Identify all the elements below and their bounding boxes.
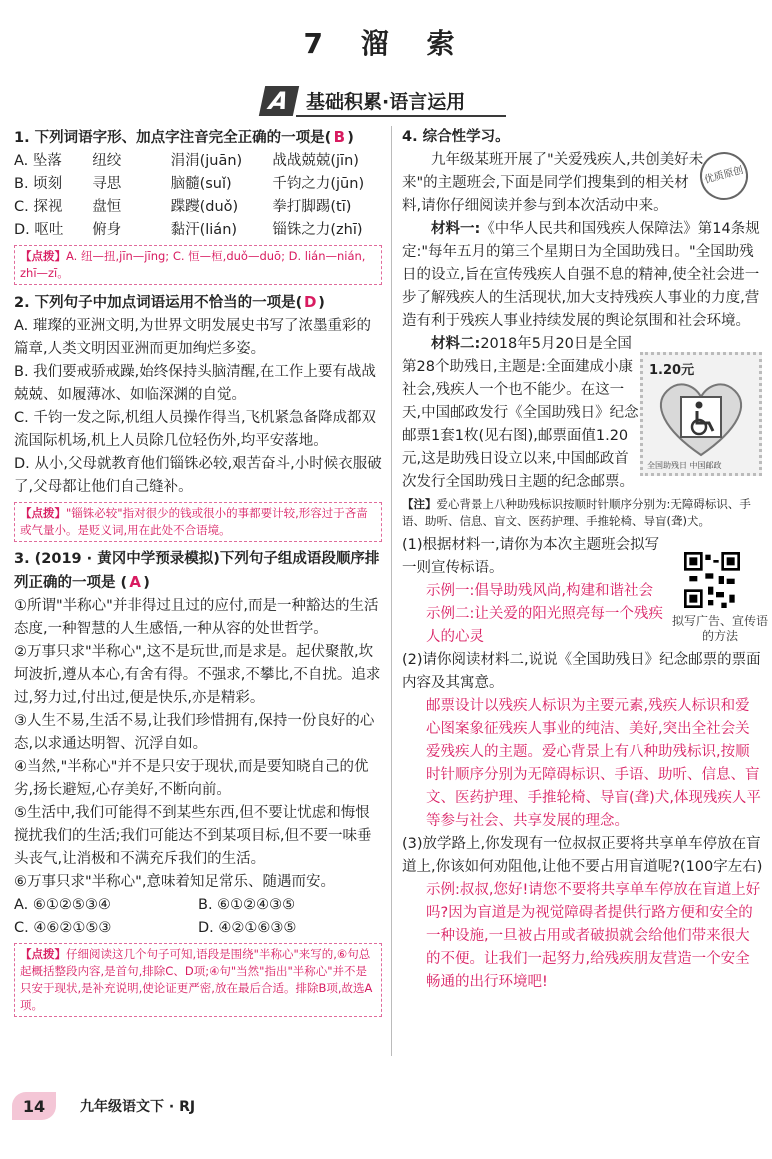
q1-opt: 战战兢兢(jīn) [272, 153, 359, 169]
sub2-answer: 邮票设计以残疾人标识为主要元素,残疾人标识和爱心图案象征残疾人事业的纯洁、美好,突出全社会关爱残疾人的主题。爱心背景上有八种助残标识,按顺时针顺序分别为无障碍标识、手语、助听、信息、盲文、医药护理、手推轮椅、导盲(聋)犬,体现残疾人平等参与社会、共享发展的理念。 [426, 698, 761, 829]
q3-note [14, 943, 382, 1017]
q1-opt: 寻思 [92, 176, 122, 192]
q2-option: D. 从小,父母就教育他们锱铢必较,艰苦奋斗,小时候衣服破了,父母都让他们自己缝补。 [14, 456, 382, 495]
note-tag: 【注】 [402, 497, 437, 511]
q1-answer: B [333, 128, 345, 146]
sub1-question: (1)根据材料一,请你为本次主题班会拟写一则宣传标语。 [402, 537, 660, 576]
q3-item: ⑥万事只求"半称心",意味着知足常乐、随遇而安。 [14, 874, 335, 890]
q1-opt: 纽绞 [92, 153, 122, 169]
q3-opt: D. ④②①⑥③⑤ [198, 920, 297, 936]
q4-intro: 九年级某班开展了"关爱残疾人,共创美好未来"的主题班会,下面是同学们搜集到的相关材料,请你仔细阅读并参与到本次活动中来。 [402, 152, 704, 214]
stamp-caption: 全国助残日 中国邮政 [647, 461, 722, 470]
q3-opt: C. ④⑥②①⑤③ [14, 920, 112, 936]
q1-opt: 黏汗(lián) [170, 222, 238, 238]
sub1-answer: 示例一:倡导助残风尚,构建和谐社会 示例二:让关爱的阳光照亮每一个残疾人的心灵 [426, 583, 663, 645]
material-2-title: 材料二: [431, 336, 481, 352]
page-footer [12, 1092, 195, 1120]
q3-opt: A. ⑥①②⑤③④ [14, 897, 111, 913]
note-tag: 【点拨】 [20, 506, 66, 520]
q1-opt: B. 顷刻 [14, 176, 63, 192]
q3-item: ②万事只求"半称心",这不是玩世,而是求是。起伏聚散,坎坷波折,遵从本心,有舍有得。不强求,不攀比,不自扰。追求过,努力过,付出过,便是快乐,亦是精彩。 [14, 644, 381, 706]
q1-opt: 锱铢之力(zhī) [272, 222, 363, 238]
section-label: 基础积累·语言运用 [296, 85, 506, 117]
note-text: 爱心背景上八种助残标识按顺时针顺序分别为:无障碍标识、手语、助听、信息、盲文、医药护理、手推轮椅、导盲(聋)犬。 [402, 497, 751, 528]
q1-close: ) [347, 130, 354, 146]
section-letter: A [259, 86, 299, 116]
q3-item: ③人生不易,生活不易,让我们珍惜拥有,保持一份良好的心态,以求通达明智、沉浮自如。 [14, 713, 375, 752]
q1-opt: D. 呕吐 [14, 222, 64, 238]
q4-stem: 4. 综合性学习。 [402, 129, 510, 145]
q1-opt: C. 探视 [14, 199, 63, 215]
question-2 [14, 291, 382, 542]
q3-answer: A [129, 573, 141, 591]
q1-opt: 脑髓(suǐ) [170, 176, 232, 192]
material-1-title: 材料一: [431, 221, 481, 237]
q3-item: ①所谓"半称心"并非得过且过的应付,而是一种豁达的生活态度,一种智慧的人生感悟,一种从容的处世哲学。 [14, 598, 379, 637]
q3-stem: 3. (2019 · 黄冈中学预录模拟)下列句子组成语段顺序排列正确的一项是 [14, 551, 380, 591]
note-tag: 【点拨】 [20, 947, 66, 961]
q3-options [14, 894, 382, 940]
stamp-image [640, 352, 762, 476]
q3-item: ④当然,"半称心"并不是只安于现状,而是要知晓自己的优劣,扬长避短,心存美好,不断向前。 [14, 759, 369, 798]
note-text: "锱铢必较"指对很少的钱或很小的事都要计较,形容过于吝啬或气量小。是贬义词,用在此处不合语境。 [20, 506, 368, 537]
q1-opt: 千钧之力(jūn) [272, 176, 365, 192]
material-1-text: 《中华人民共和国残疾人保障法》第14条规定:"每年五月的第三个星期日为全国助残日。"全国助残日的设立,旨在宣传残疾人自强不息的精神,使全社会进一步了解残疾人的生活现状,加大支持残疾人事业的力度,营造有利于残疾人事业持续发展的舆论氛围和社会环境。 [402, 221, 760, 329]
original-badge: 优质原创 [695, 147, 754, 206]
q1-stem: 1. 下列词语字形、加点字注音完全正确的一项是( [14, 130, 332, 146]
sub2-question: (2)请你阅读材料二,说说《全国助残日》纪念邮票的票面内容及其寓意。 [402, 652, 761, 691]
book-title: 九年级语文下 · RJ [80, 1099, 196, 1115]
stamp-value: 1.20元 [649, 363, 695, 378]
sub3-question: (3)放学路上,你发现有一位叔叔正要将共享单车停放在盲道上,你该如何劝阻他,让他不要占用盲道呢?(100字左右) [402, 836, 763, 875]
q3-opt: B. ⑥①②④③⑤ [198, 897, 296, 913]
material-2-text: 2018年5月20日是全国第28个助残日,主题是:全面建成小康社会,残疾人一个也不能少。在这一天,中国邮政发行《全国助残日》纪念邮票1套1枚(见右图),邮票面值1.20元,这是助残日设立以来,中国邮政首次发行全国助残日主题的纪念邮票。 [402, 336, 639, 490]
note-tag: 【点拨】 [20, 249, 66, 263]
q2-answer: D [304, 293, 317, 311]
left-column [14, 126, 382, 1023]
column-divider [391, 126, 392, 1056]
q2-note [14, 502, 382, 542]
q2-option: C. 千钧一发之际,机组人员操作得当,飞机紧急备降成都双流国际机场,机上人员除几位轻伤外,均平安落地。 [14, 410, 377, 449]
sub3-answer: 示例:叔叔,您好!请您不要将共享单车停放在盲道上好吗?因为盲道是为视觉障碍者提供行路方便和安全的一种设施,一旦被占用或者破损就会给他们带来很大的不便。让我们一起努力,给残疾朋友营造一个安全畅通的出行环境吧! [426, 882, 761, 990]
q1-opt: 涓涓(juān) [170, 153, 243, 169]
q2-stem: 2. 下列句子中加点词语运用不恰当的一项是( [14, 295, 303, 311]
q2-close: ) [318, 295, 325, 311]
q1-opt: 俯身 [92, 222, 122, 238]
q1-opt: 拳打脚踢(tī) [272, 199, 352, 215]
material-1 [402, 218, 764, 333]
q1-note [14, 245, 382, 285]
note-text: A. 纽—扭,jīn—jīng; C. 恒—桓,duǒ—duō; D. lián—nián, zhī—zī。 [20, 249, 366, 280]
q2-option: B. 我们要戒骄戒躁,始终保持头脑清醒,在工作上要有战战兢兢、如履薄冰、如临深渊的自觉。 [14, 364, 376, 403]
note-text: 仔细阅读这几个句子可知,语段是围绕"半称心"来写的,⑥句总起概括整段内容,是首句,排除C、D项;④句"当然"指出"半称心"并不是只安于现状,是补充说明,使论证更严密,放在最后合适。排除B项,故选A项。 [20, 947, 373, 1012]
q1-options [14, 150, 382, 242]
material-note [402, 494, 764, 534]
lesson-title: 7 溜 索 [303, 27, 469, 60]
q1-opt: 盘恒 [92, 199, 122, 215]
question-3: 3. (2019 · 黄冈中学预录模拟)下列句子组成语段顺序排列正确的一项是 ( A ) ①所谓"半称心"并非得过且过的应付,而是一种豁达的生活态度,一种智慧的人生感悟,一种从容的处世哲学。 ②万事只求"半称心",这不是玩世,而是求是。起伏聚散,坎坷波折,遵从本心,有舍有得。不强求,不攀比,不自扰。追求过,努力过,付出过,便是快乐,亦是精彩。 ③人生不易,生活不易,让我们珍惜拥有,保持一份良好的心态,以求通达明智、沉浮自如。 ④当然,"半称心"并不是只安于现状,而是要知晓自己的优劣,扬长避短,心存美好,不断向前。 ⑤生活中,我们可能得不到某些东西,但不要让忧虑和悔恨搅扰我们的生活;我们可能达不到某项目标,但不要一味垂头丧气,让消极和不满充斥我们的生活。 ⑥万事只求"半称心",意味着知足常乐、随遇而安。 A. ⑥①②⑤③④ B. ⑥①②④③⑤ C. ④⑥②①⑤③ D. ④②①⑥③⑤ 【点拨】仔细阅读这几个句子可知,语段是围绕"半称心"来写的,⑥句总起概括整段内容,是首句,排除C、D项;④句"当然"指出"半称心"并不是只安于现状,是补充说明,使论证更严密,放在最后合适。排除B项,故选A项。 [14, 548, 382, 1017]
qr-code-icon [684, 552, 740, 608]
qr-caption: 拟写广告、宣传语的方法 [671, 614, 768, 643]
question-1 [14, 126, 382, 285]
q1-opt: 蹀躞(duǒ) [170, 199, 239, 215]
page-number: 14 [12, 1092, 56, 1120]
q2-option: A. 璀璨的亚洲文明,为世界文明发展史书写了浓墨重彩的篇章,人类文明因亚洲而更加绚烂多姿。 [14, 318, 371, 357]
q1-opt: A. 坠落 [14, 153, 62, 169]
q3-item: ⑤生活中,我们可能得不到某些东西,但不要让忧虑和悔恨搅扰我们的生活;我们可能达不到某项目标,但不要一味垂头丧气,让消极和不满充斥我们的生活。 [14, 805, 372, 867]
section-banner [262, 86, 506, 116]
